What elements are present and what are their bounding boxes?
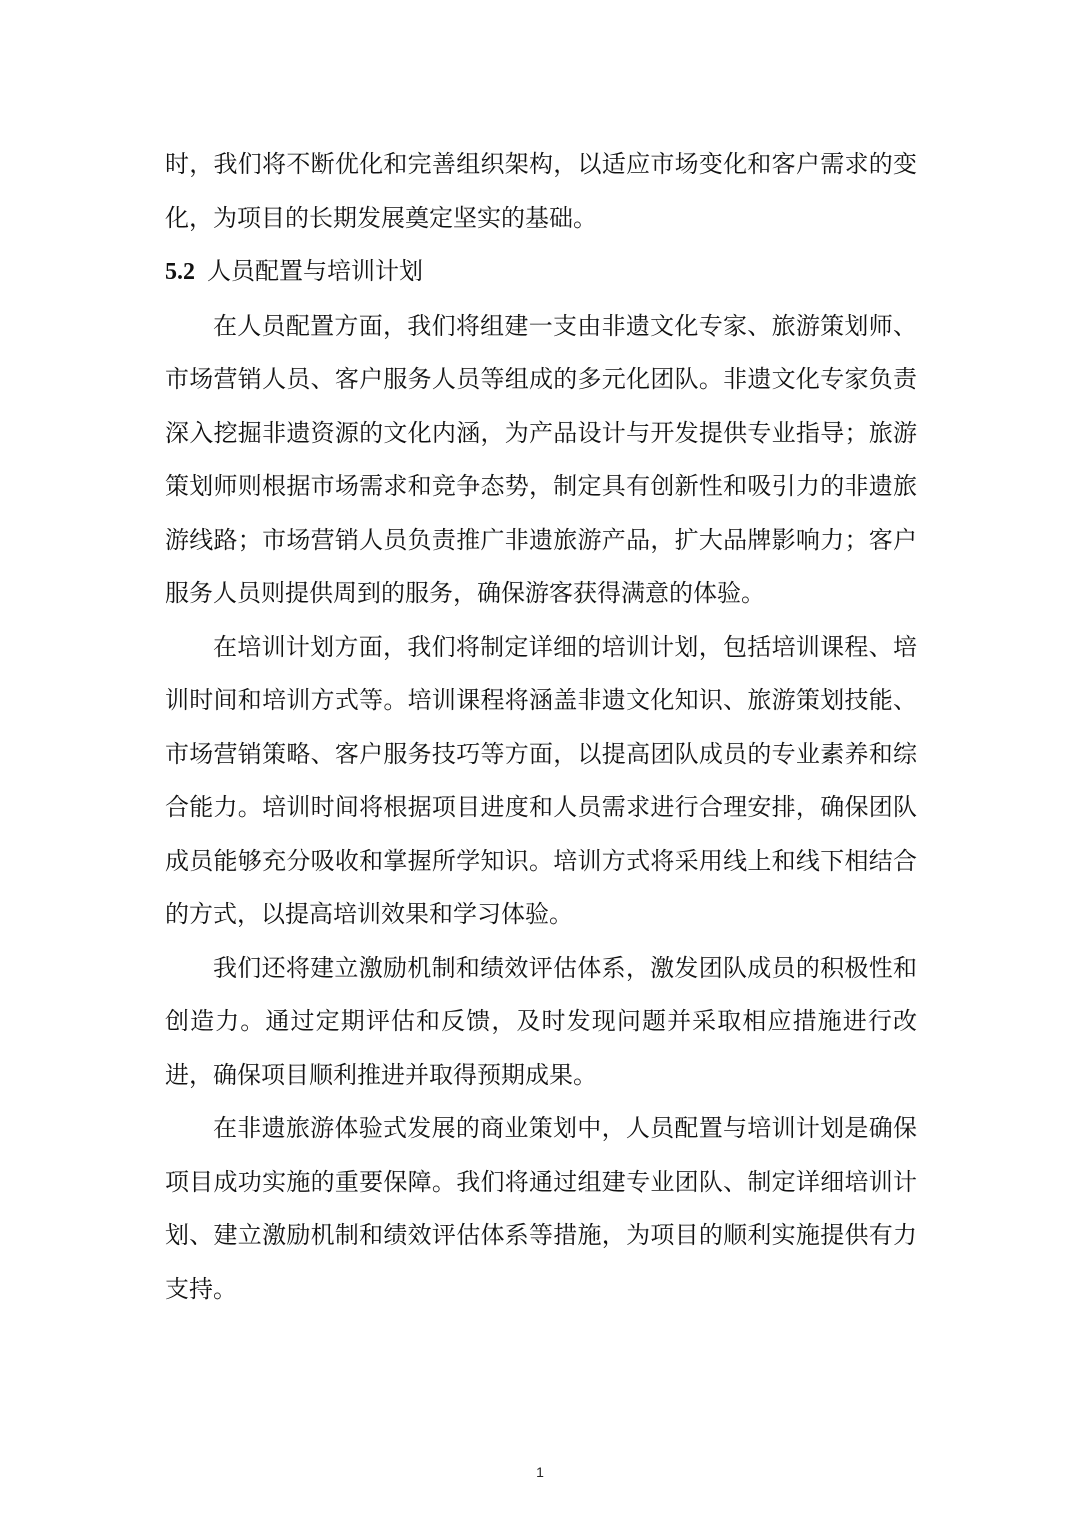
- paragraph-staffing: 在人员配置方面，我们将组建一支由非遗文化专家、旅游策划师、市场营销人员、客户服务人员等组成的多元化团队。非遗文化专家负责深入挖掘非遗资源的文化内涵，为产品设计与开发提供专业指导；旅游策划师则根据市场需求和竞争态势，制定具有创新性和吸引力的非遗旅游线路；市场营销人员负责推广非遗旅游产品，扩大品牌影响力；客户服务人员则提供周到的服务，确保游客获得满意的体验。: [165, 311, 917, 607]
- page-body: [165, 138, 917, 1316]
- section-title: 人员配置与培训计划: [207, 257, 423, 285]
- page-number: 1: [536, 1464, 544, 1480]
- paragraph-summary: 在非遗旅游体验式发展的商业策划中，人员配置与培训计划是确保项目成功实施的重要保障。我们将通过组建专业团队、制定详细培训计划、建立激励机制和绩效评估体系等措施，为项目的顺利实施提供有力支持。: [165, 1114, 917, 1303]
- paragraph-incentives: 我们还将建立激励机制和绩效评估体系，激发团队成员的积极性和创造力。通过定期评估和反馈，及时发现问题并采取相应措施进行改进，确保项目顺利推进并取得预期成果。: [165, 953, 917, 1089]
- continuation-paragraph: 时，我们将不断优化和完善组织架构，以适应市场变化和客户需求的变化，为项目的长期发展奠定坚实的基础。: [165, 150, 917, 232]
- section-heading: [165, 245, 917, 300]
- section-number: 5.2: [165, 259, 195, 285]
- paragraph-training: 在培训计划方面，我们将制定详细的培训计划，包括培训课程、培训时间和培训方式等。培训课程将涵盖非遗文化知识、旅游策划技能、市场营销策略、客户服务技巧等方面，以提高团队成员的专业素养和综合能力。培训时间将根据项目进度和人员需求进行合理安排，确保团队成员能够充分吸收和掌握所学知识。培训方式将采用线上和线下相结合的方式，以提高培训效果和学习体验。: [165, 632, 917, 928]
